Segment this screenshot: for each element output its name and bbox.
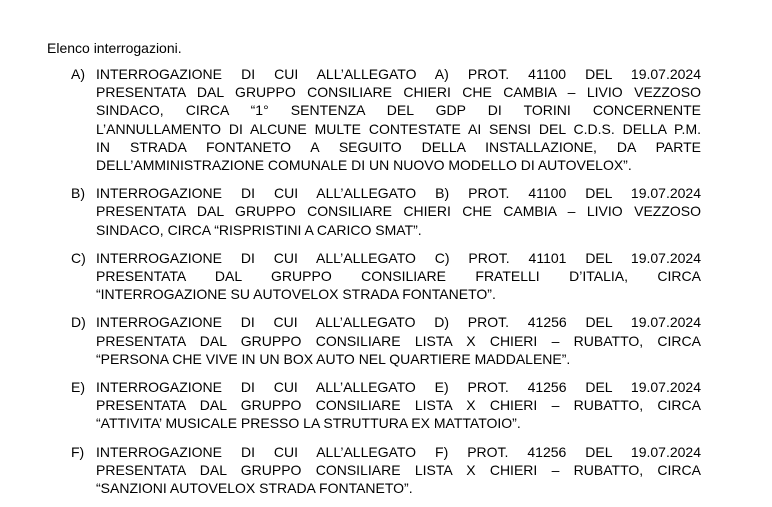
text-line: PRESENTATA DAL GRUPPO CONSILIARE LISTA X CHIERI – RUBATTO, CIRCA	[96, 332, 701, 349]
text-line: INTERROGAZIONE DI CUI ALL’ALLEGATO B) PROT. 41100 DEL 19.07.2024	[96, 185, 701, 202]
text-line: L’ANNULLAMENTO DI ALCUNE MULTE CONTESTATE AI SENSI DEL C.D.S. DELLA P.M.	[96, 120, 701, 137]
text-line: “SANZIONI AUTOVELOX STRADA FONTANETO”.	[96, 480, 413, 497]
text-line: INTERROGAZIONE DI CUI ALL’ALLEGATO F) PROT. 41256 DEL 19.07.2024	[96, 443, 701, 460]
list-item-marker: D)	[71, 314, 86, 331]
text-line: SINDACO, CIRCA “RISPRISTINI A CARICO SMAT”.	[96, 221, 422, 238]
list-item-text	[96, 65, 701, 174]
list-item-text	[96, 249, 701, 304]
list-item-text	[96, 378, 701, 433]
list-item-marker: B)	[71, 185, 85, 202]
list-item-text	[96, 443, 701, 498]
text-line: “INTERROGAZIONE SU AUTOVELOX STRADA FONTANETO”.	[96, 286, 496, 303]
text-line: PRESENTATA DAL GRUPPO CONSILIARE CHIERI CHE CAMBIA – LIVIO VEZZOSO	[96, 203, 701, 220]
text-line: INTERROGAZIONE DI CUI ALL’ALLEGATO D) PROT. 41256 DEL 19.07.2024	[96, 314, 701, 331]
interrogation-list	[71, 65, 703, 507]
text-line: DELL’AMMINISTRAZIONE COMUNALE DI UN NUOVO MODELLO DI AUTOVELOX”.	[96, 157, 632, 174]
text-line: PRESENTATA DAL GRUPPO CONSILIARE CHIERI CHE CAMBIA – LIVIO VEZZOSO	[96, 84, 701, 101]
list-item	[71, 378, 703, 433]
list-item-marker: C)	[71, 249, 86, 266]
text-line: PRESENTATA DAL GRUPPO CONSILIARE LISTA X CHIERI – RUBATTO, CIRCA	[96, 397, 701, 414]
text-line: “ATTIVITA’ MUSICALE PRESSO LA STRUTTURA EX MATTATOIO”.	[96, 415, 521, 432]
text-line: INTERROGAZIONE DI CUI ALL’ALLEGATO E) PROT. 41256 DEL 19.07.2024	[96, 379, 701, 396]
list-item	[71, 184, 703, 239]
list-item	[71, 65, 703, 174]
list-heading: Elenco interrogazioni.	[47, 40, 182, 56]
list-item-text	[96, 313, 701, 368]
text-line: SINDACO, CIRCA “1° SENTENZA DEL GDP DI TORINI CONCERNENTE	[96, 102, 701, 119]
text-line: INTERROGAZIONE DI CUI ALL’ALLEGATO C) PROT. 41101 DEL 19.07.2024	[96, 249, 701, 266]
list-item	[71, 313, 703, 368]
text-line: INTERROGAZIONE DI CUI ALL’ALLEGATO A) PROT. 41100 DEL 19.07.2024	[96, 66, 701, 82]
list-item-marker: A)	[71, 66, 85, 82]
text-line: IN STRADA FONTANETO A SEGUITO DELLA INSTALLAZIONE, DA PARTE	[96, 138, 701, 155]
list-item-text	[96, 184, 701, 239]
list-item	[71, 249, 703, 304]
list-item-marker: F)	[71, 443, 85, 460]
text-line: PRESENTATA DAL GRUPPO CONSILIARE LISTA X CHIERI – RUBATTO, CIRCA	[96, 461, 701, 478]
text-line: PRESENTATA DAL GRUPPO CONSILIARE FRATELLI D’ITALIA, CIRCA	[96, 268, 701, 285]
text-line: “PERSONA CHE VIVE IN UN BOX AUTO NEL QUARTIERE MADDALENE”.	[96, 350, 571, 367]
list-item	[71, 443, 703, 498]
list-item-marker: E)	[71, 379, 85, 396]
